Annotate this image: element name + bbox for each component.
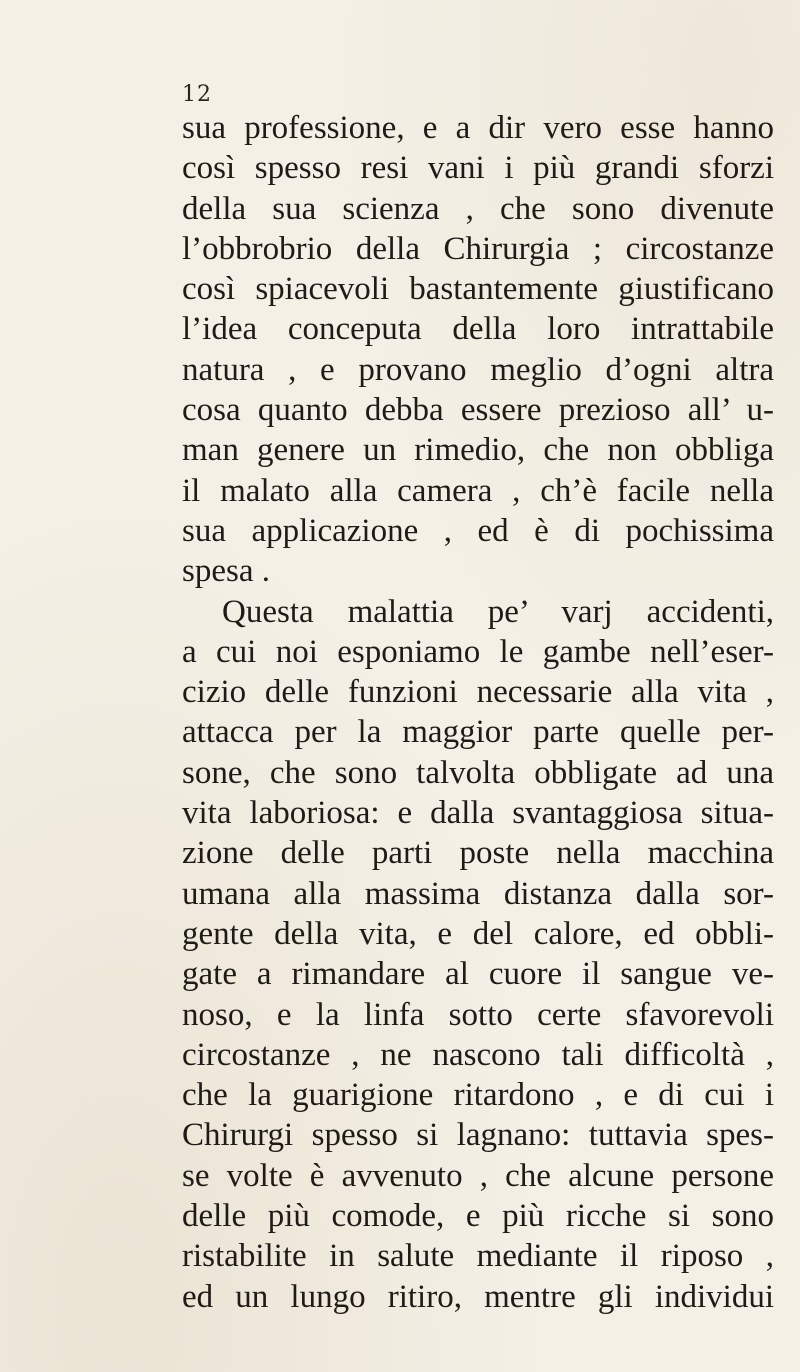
text-line: che la guarigione ritardono , e di cui i — [182, 1077, 774, 1114]
text-line: della sua scienza , che sono divenute — [182, 190, 774, 227]
text-line: zione delle parti poste nella macchina — [182, 835, 774, 872]
text-line: natura , e provano meglio d’ogni altra — [182, 351, 774, 388]
text-line: delle più comode, e più ricche si sono — [182, 1198, 774, 1235]
text-line: umana alla massima distanza dalla sor- — [182, 875, 774, 912]
text-line: cosa quanto debba essere prezioso all’ u- — [182, 392, 774, 429]
text-line: cizio delle funzioni necessarie alla vita , — [182, 674, 774, 711]
text-line: così spesso resi vani i più grandi sforzi — [182, 150, 774, 187]
text-line: sone, che sono talvolta obbligate ad una — [182, 754, 774, 791]
text-line: circostanze , ne nascono tali difficoltà , — [182, 1036, 774, 1073]
text-line: sua professione, e a dir vero esse hanno — [182, 110, 774, 146]
text-line: ed un lungo ritiro, mentre gli individui — [182, 1278, 774, 1315]
page-number: 12 — [182, 82, 212, 107]
text-line: attacca per la maggior parte quelle per- — [182, 714, 774, 751]
text-line: sua applicazione , ed è di pochissima — [182, 512, 774, 549]
text-line: il malato alla camera , ch’è facile nella — [182, 472, 774, 509]
text-line: man genere un rimedio, che non obbliga — [182, 432, 774, 469]
text-line: a cui noi esponiamo le gambe nell’eser- — [182, 633, 774, 670]
text-line: ristabilite in salute mediante il riposo , — [182, 1238, 774, 1275]
text-line: così spiacevoli bastantemente giustificano — [182, 271, 774, 308]
text-line: gente della vita, e del calore, ed obbli- — [182, 915, 774, 952]
text-line: se volte è avvenuto , che alcune persone — [182, 1157, 774, 1194]
text-line: noso, e la linfa sotto certe sfavorevoli — [182, 996, 774, 1033]
text-line: vita laboriosa: e dalla svantaggiosa situa- — [182, 795, 774, 832]
text-line: Chirurgi spesso si lagnano: tuttavia spes- — [182, 1117, 774, 1154]
text-line: l’obbrobrio della Chirurgia ; circostanze — [182, 230, 774, 267]
paragraph-start-line: Questa malattia pe’ varj accidenti, — [222, 593, 774, 630]
text-line: l’idea conceputa della loro intrattabile — [182, 311, 774, 348]
text-line: gate a rimandare al cuore il sangue ve- — [182, 956, 774, 993]
body-text — [182, 108, 774, 1317]
text-line: spesa . — [182, 553, 270, 590]
